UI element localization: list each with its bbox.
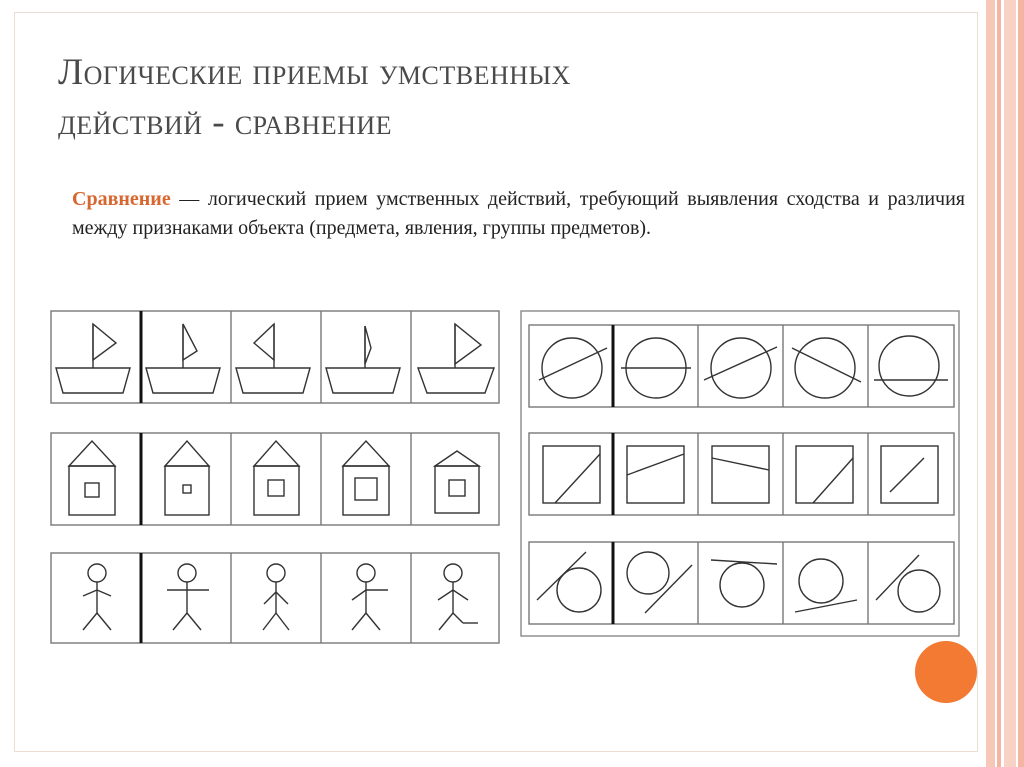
person-figure-3 bbox=[352, 564, 388, 630]
house-figure-1 bbox=[165, 441, 209, 515]
circle-figure-2 bbox=[704, 338, 777, 398]
boat-figure-1 bbox=[146, 324, 220, 393]
figure-rows-right bbox=[520, 310, 962, 640]
tangent-figure-1 bbox=[627, 552, 692, 613]
title-line-1: Логические приемы умственных bbox=[58, 52, 571, 93]
people-row bbox=[51, 553, 499, 643]
square-line-row bbox=[529, 433, 954, 515]
house-figure-4 bbox=[435, 451, 479, 513]
square-figure-3 bbox=[796, 446, 853, 503]
decor-stripe bbox=[986, 0, 995, 767]
title-line-2: действий - сравнение bbox=[58, 102, 393, 143]
house-figure-2 bbox=[254, 441, 299, 515]
house-figure-3 bbox=[343, 441, 389, 515]
square-figure-1 bbox=[627, 446, 684, 503]
tangent-row bbox=[529, 542, 954, 624]
circle-line-row bbox=[529, 325, 954, 407]
boat-figure-3 bbox=[326, 326, 400, 393]
definition-text: — логический прием умственных действий, требующий выявления сходства и различия между признаками объекта (предмета, явления, группы предметов). bbox=[72, 188, 965, 239]
slide-title bbox=[58, 48, 938, 148]
accent-circle bbox=[915, 641, 977, 703]
boat-row bbox=[51, 311, 499, 403]
boat-figure-4 bbox=[418, 324, 494, 393]
tangent-figure-sample bbox=[537, 552, 601, 612]
boat-figure-2 bbox=[236, 324, 310, 393]
square-figure-4 bbox=[881, 446, 938, 503]
circle-figure-3 bbox=[792, 338, 861, 398]
decor-stripe bbox=[1018, 0, 1024, 767]
square-figure-sample bbox=[543, 446, 600, 503]
square-figure-2 bbox=[712, 446, 769, 503]
definition-paragraph bbox=[72, 185, 965, 243]
circle-figure-1 bbox=[621, 338, 691, 398]
person-figure-sample bbox=[83, 564, 111, 630]
term-highlight: Сравнение bbox=[72, 188, 171, 210]
house-row bbox=[51, 433, 499, 525]
tangent-figure-2 bbox=[711, 560, 777, 607]
decor-stripe bbox=[997, 0, 1001, 767]
decor-stripe bbox=[1004, 0, 1016, 767]
circle-figure-4 bbox=[874, 336, 948, 396]
tangent-figure-3 bbox=[795, 559, 857, 612]
boat-figure-sample bbox=[56, 324, 130, 393]
person-figure-2 bbox=[263, 564, 289, 630]
circle-figure-sample bbox=[539, 338, 607, 398]
tangent-figure-4 bbox=[876, 555, 940, 612]
person-figure-4 bbox=[438, 564, 478, 630]
person-figure-1 bbox=[167, 564, 209, 630]
figure-rows-left bbox=[48, 308, 508, 653]
house-figure-sample bbox=[69, 441, 115, 515]
